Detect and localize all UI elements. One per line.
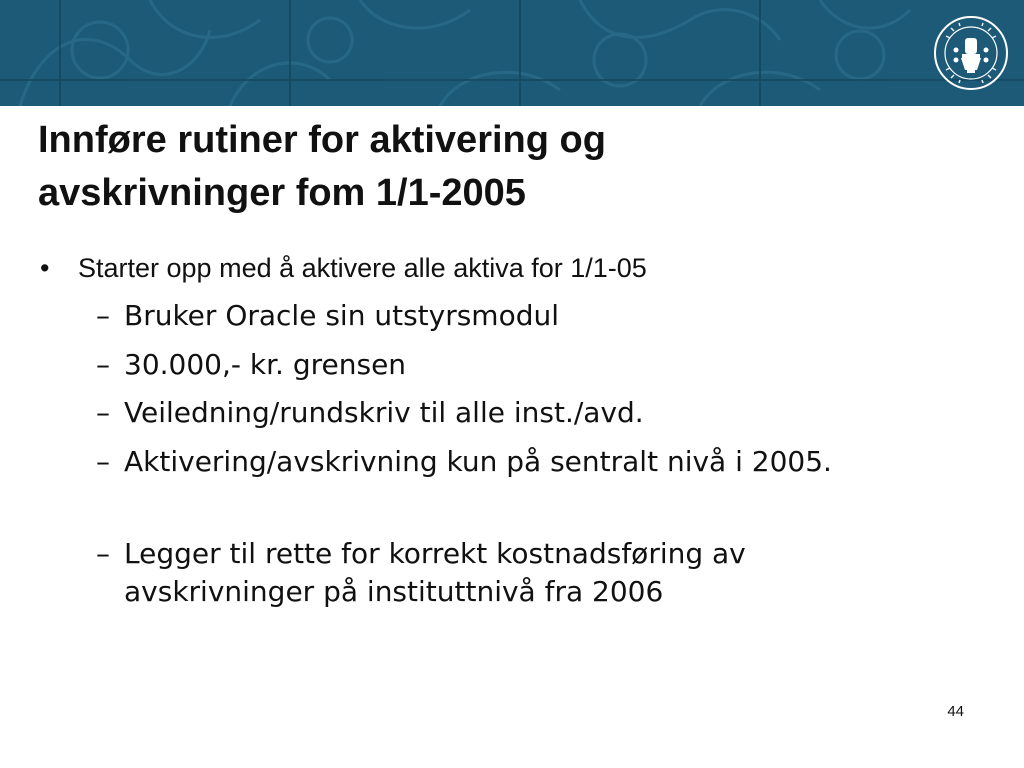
bullet-marker: • [40,253,50,283]
slide-title-line-1: Innføre rutiner for aktivering og [38,119,606,161]
subbullet-text: 30.000,- kr. grensen [124,348,407,381]
slide-title-line-2: avskrivninger fom 1/1-2005 [38,172,526,214]
subbullet-marker: – [96,396,110,429]
bullet-item [40,248,647,288]
subbullet-item [96,535,906,611]
subbullet-marker: – [96,445,110,478]
subbullet-item [96,443,896,481]
subbullet-marker: – [96,299,110,332]
subbullet-marker: – [96,537,110,570]
subbullet-item [96,394,916,432]
subbullet-text: Legger til rette for korrekt kostnadsføring av avskrivninger på instituttnivå fra 2006 [124,537,746,608]
bullet-text: Starter opp med å aktivere alle aktiva for 1/1-05 [78,253,647,283]
subbullet-item [96,297,916,335]
subbullet-marker: – [96,348,110,381]
subbullet-text: Veiledning/rundskriv til alle inst./avd. [124,396,644,429]
subbullet-text: Bruker Oracle sin utstyrsmodul [124,299,560,332]
page-number: 44 [947,703,964,720]
subbullet-item [96,346,916,384]
subbullet-text: Aktivering/avskrivning kun på sentralt nivå i 2005. [124,445,832,478]
